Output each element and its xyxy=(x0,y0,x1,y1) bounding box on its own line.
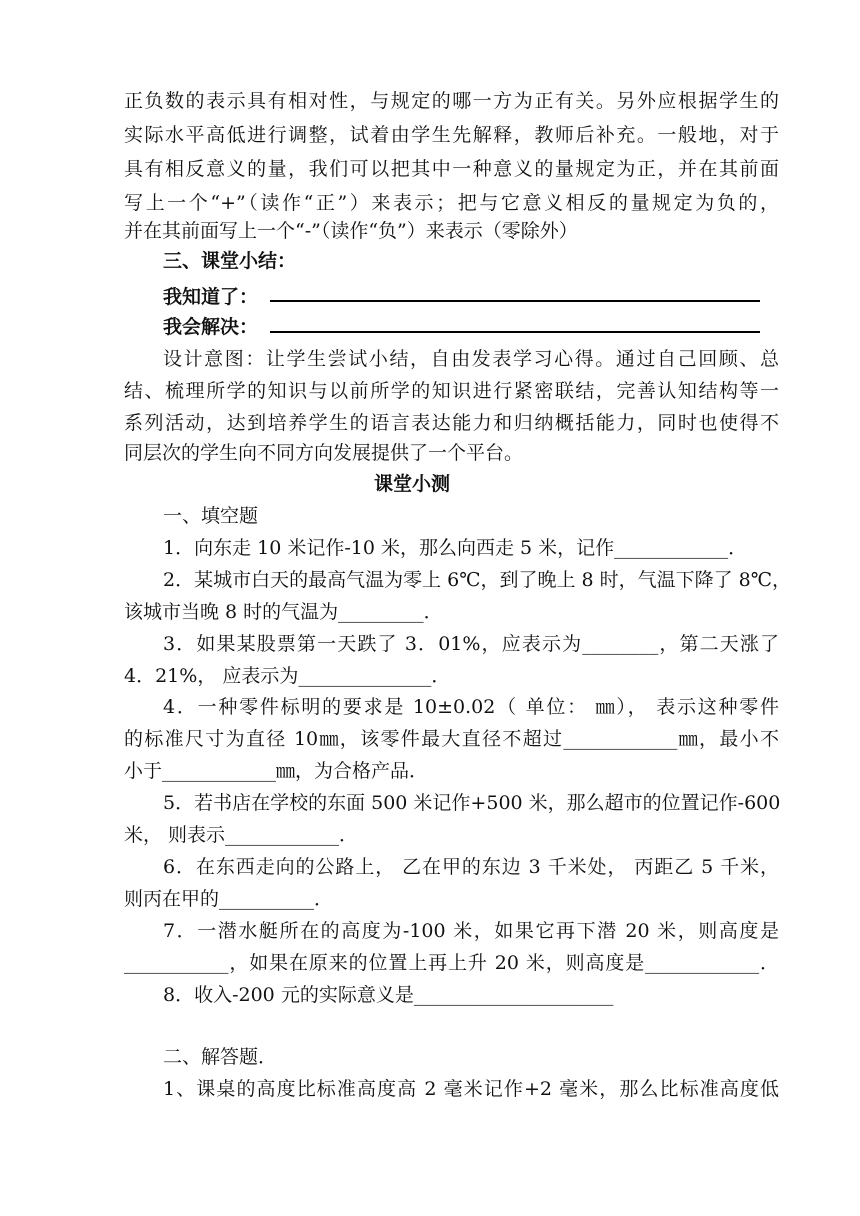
design-line-3: 系列活动，达到培养学生的语言表达能力和归纳概括能力，同时也使得不 xyxy=(124,412,779,434)
know-answer-line[interactable] xyxy=(270,300,760,302)
question-4-line-1: 4．一种零件标明的要求是 10±0.02（ 单位： ㎜）， 表示这种零件 xyxy=(163,696,779,718)
summary-heading: 三、课堂小结： xyxy=(163,250,297,272)
question-7-line-2: ___________，如果在原来的位置上再上升 20 米，则高度是____________． xyxy=(124,952,779,974)
intro-line-5: 并在其前面写上一个“-”（读作“负”）来表示（零除外） xyxy=(124,220,578,242)
question-2-line-2: 该城市当晚 8 时的气温为_________． xyxy=(124,601,443,623)
question-4-line-2: 的标准尺寸为直径 10㎜，该零件最大直径不超过____________㎜，最小不 xyxy=(124,728,779,750)
question-5-line-2: 米， 则表示____________． xyxy=(124,824,359,846)
question-7-line-1: 7．一潜水艇所在的高度为-100 米，如果它再下潜 20 米，则高度是 xyxy=(163,920,779,942)
quiz-title: 课堂小测 xyxy=(374,473,451,495)
question-3-line-2: 4．21%， 应表示为______________． xyxy=(124,665,451,687)
answer-question-1: 1、课桌的高度比标准高度高 2 毫米记作+2 毫米，那么比标准高度低 xyxy=(163,1078,779,1100)
design-line-1: 设计意图：让学生尝试小结，自由发表学习心得。通过自己回顾、总 xyxy=(163,348,779,370)
question-3-line-1: 3．如果某股票第一天跌了 3．01%，应表示为________，第二天涨了 xyxy=(163,633,779,655)
know-label: 我知道了： xyxy=(163,286,259,308)
question-2-line-1: 2．某城市白天的最高气温为零上 6℃，到了晚上 8 时，气温下降了 8℃， xyxy=(163,569,792,591)
intro-line-2: 实际水平高低进行调整，试着由学生先解释，教师后补充。一般地，对于 xyxy=(124,124,779,146)
question-1: 1．向东走 10 米记作-10 米，那么向西走 5 米，记作____________． xyxy=(163,537,748,559)
section-answer: 二、解答题． xyxy=(163,1046,278,1068)
section-fill-blank: 一、填空题 xyxy=(163,505,259,527)
design-line-4: 同层次的学生向不同方向发展提供了一个平台。 xyxy=(124,442,524,464)
design-line-2: 结、梳理所学的知识与以前所学的知识进行紧密联结，完善认知结构等一 xyxy=(124,380,779,402)
question-6-line-2: 则丙在甲的__________． xyxy=(124,888,334,910)
intro-line-4: 写上一个“+”（读作“正”）来表示；把与它意义相反的量规定为负的， xyxy=(124,192,779,214)
intro-line-1: 正负数的表示具有相对性，与规定的哪一方为正有关。另外应根据学生的 xyxy=(124,90,779,112)
solve-label: 我会解决： xyxy=(163,316,259,338)
solve-answer-line[interactable] xyxy=(270,331,760,333)
intro-line-3: 具有相反意义的量，我们可以把其中一种意义的量规定为正，并在其前面 xyxy=(124,158,779,180)
question-8: 8．收入-200 元的实际意义是_____________________ xyxy=(163,984,614,1006)
question-4-line-3: 小于____________㎜，为合格产品． xyxy=(124,760,429,782)
question-6-line-1: 6．在东西走向的公路上， 乙在甲的东边 3 千米处， 丙距乙 5 千米， xyxy=(163,856,779,878)
question-5-line-1: 5．若书店在学校的东面 500 米记作+500 米，那么超市的位置记作-600 xyxy=(163,792,781,814)
